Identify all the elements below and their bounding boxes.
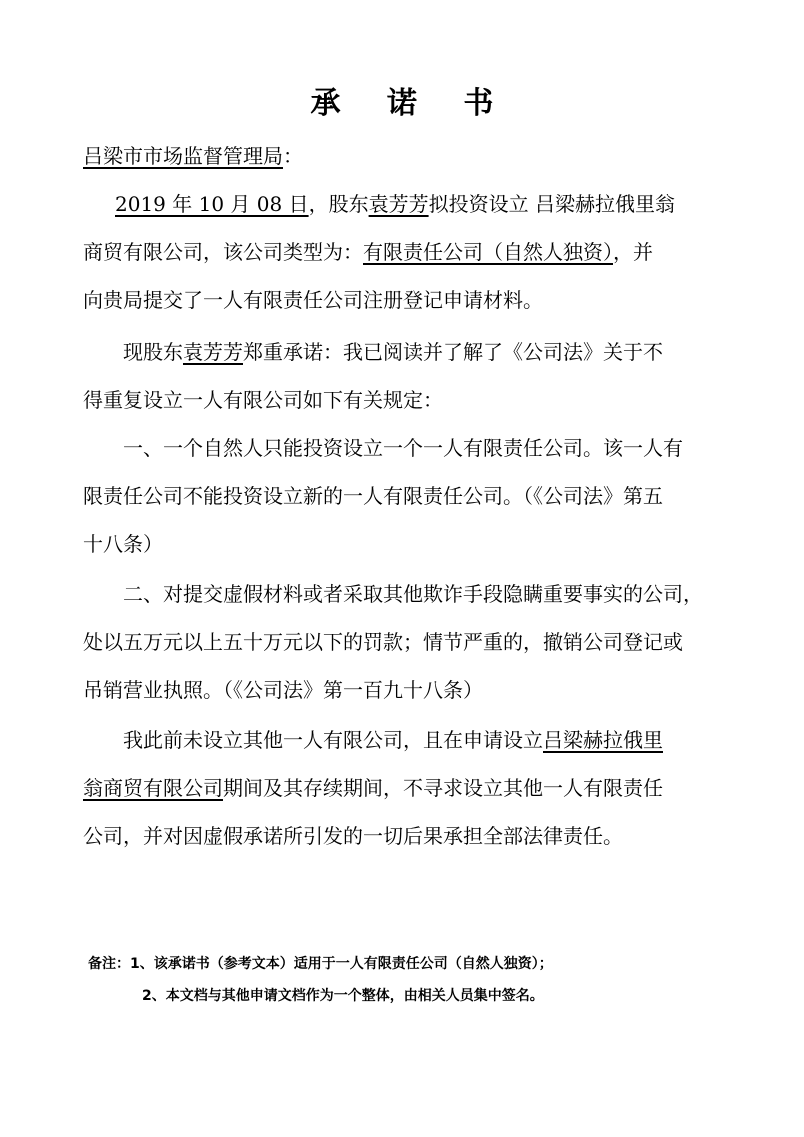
p4-text-1: 二、对提交虚假材料或者采取其他欺诈手段隐瞒重要事实的公司， — [123, 582, 703, 606]
p3-line-2: 限责任公司不能投资设立新的一人有限责任公司。（《公司法》第五 — [83, 484, 663, 508]
p5-line-2 — [83, 764, 723, 812]
p2-line-1 — [83, 328, 723, 376]
notes-section — [88, 948, 553, 1012]
p1-date: 2019 年 10 月 08 日 — [115, 192, 309, 216]
p5-line-1 — [83, 716, 723, 764]
p3-line-1 — [83, 424, 723, 472]
p1-text-4: ，并 — [613, 240, 653, 264]
p1-text-3: 商贸有限公司，该公司类型为： — [83, 240, 363, 264]
p2-text-1: 现股东 — [123, 340, 183, 364]
p5-line-3: 公司，并对因虚假承诺所引发的一切后果承担全部法律责任。 — [83, 824, 623, 848]
p1-company-type: 有限责任公司（自然人独资） — [363, 240, 613, 264]
paragraph-4 — [83, 570, 723, 714]
p2-line-2: 得重复设立一人有限公司如下有关规定： — [83, 388, 443, 412]
p2-shareholder: 袁芳芳 — [183, 340, 243, 364]
addressee-line — [83, 138, 303, 174]
p1-text-1: ，股东 — [308, 192, 369, 216]
p1-line-2 — [83, 228, 723, 276]
p2-text-2: 郑重承诺：我已阅读并了解了《公司法》关于不 — [243, 340, 663, 364]
addressee-suffix: ： — [283, 144, 303, 168]
note-2: 2、本文档与其他申请文档作为一个整体，由相关人员集中签名。 — [142, 988, 544, 1004]
p1-line-1 — [83, 180, 723, 228]
p5-company-b: 翁商贸有限公司 — [83, 776, 223, 800]
p4-line-2: 处以五万元以上五十万元以下的罚款；情节严重的，撤销公司登记或 — [83, 630, 683, 654]
addressee-name: 吕梁市市场监督管理局 — [83, 144, 283, 168]
document-title: 承 诺 书 — [310, 86, 512, 121]
paragraph-3 — [83, 424, 723, 568]
p3-line-3: 十八条） — [83, 532, 163, 556]
paragraph-2 — [83, 328, 723, 424]
paragraph-5 — [83, 716, 723, 860]
p5-text-2: 期间及其存续期间，不寻求设立其他一人有限责任 — [223, 776, 663, 800]
paragraph-1 — [83, 180, 723, 324]
p5-text-1: 我此前未设立其他一人有限公司，且在申请设立 — [123, 728, 543, 752]
p1-text-2: 拟投资设立 吕梁赫拉俄里翁 — [428, 192, 675, 216]
p4-line-1 — [83, 570, 723, 618]
p3-text-1: 一、一个自然人只能投资设立一个一人有限责任公司。该一人有 — [123, 436, 683, 460]
p5-company-a: 吕梁赫拉俄里 — [543, 728, 663, 752]
note-1: 备注：1、该承诺书（参考文本）适用于一人有限责任公司（自然人独资）； — [88, 956, 553, 972]
p1-shareholder: 袁芳芳 — [368, 192, 429, 216]
p1-line-3: 向贵局提交了一人有限责任公司注册登记申请材料。 — [83, 288, 543, 312]
p4-line-3: 吊销营业执照。（《公司法》第一百九十八条） — [83, 678, 483, 702]
